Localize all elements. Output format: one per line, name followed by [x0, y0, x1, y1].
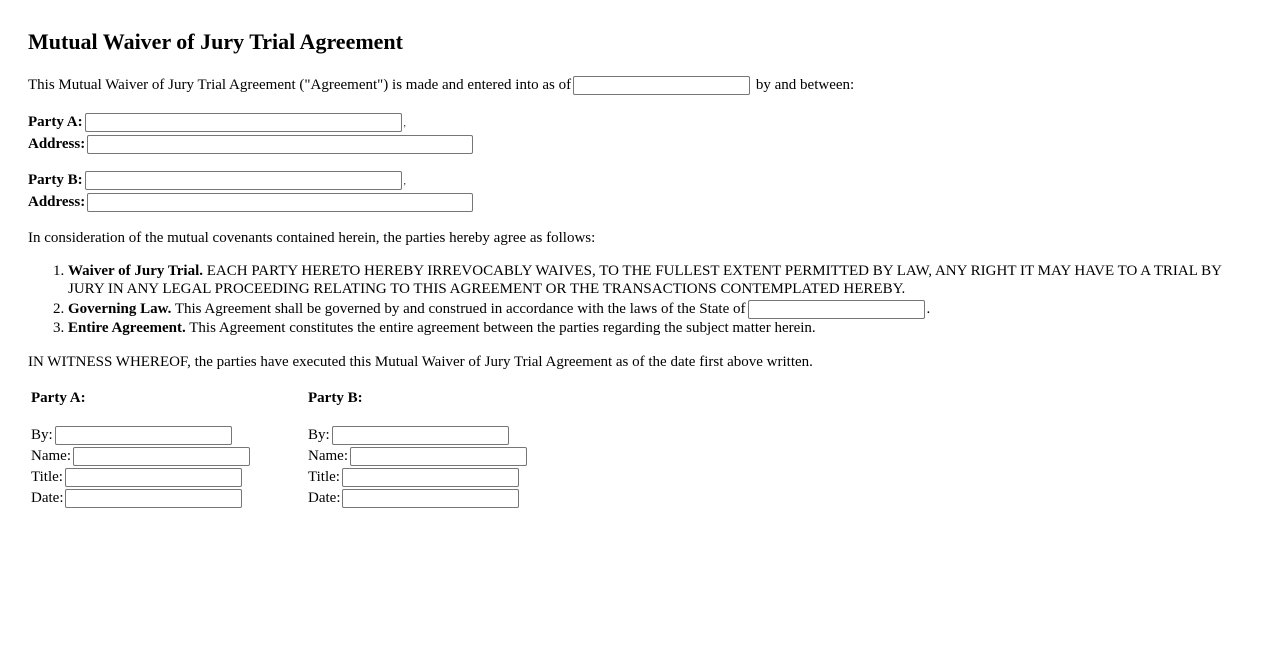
party-b-signer-name-input[interactable]	[350, 447, 527, 466]
party-b-block	[28, 170, 475, 213]
term-governing-law-end: .	[926, 301, 931, 317]
party-a-title-input[interactable]	[65, 468, 242, 487]
party-a-by-input[interactable]	[55, 426, 232, 445]
party-a-row	[28, 112, 475, 134]
signature-party-b-name-row	[308, 446, 568, 467]
signature-party-a-by-row	[31, 425, 291, 446]
signature-block-party-b	[308, 388, 568, 509]
party-a-address-input[interactable]	[87, 135, 473, 154]
signature-name-label: Name:	[31, 448, 71, 464]
party-b-address-label: Address:	[28, 194, 86, 210]
party-b-title-input[interactable]	[342, 468, 519, 487]
party-b-address-row	[28, 192, 475, 213]
signature-party-a-title-row	[31, 467, 291, 488]
party-a-label: Party A:	[28, 114, 83, 130]
signature-title-label: Title:	[308, 469, 340, 485]
term-entire-agreement-heading: Entire Agreement.	[68, 320, 186, 337]
party-b-name-input[interactable]	[85, 171, 402, 190]
page-title: Mutual Waiver of Jury Trial Agreement	[28, 29, 403, 54]
term-entire-agreement-text: This Agreement constitutes the entire agreement between the parties regarding the subject matter herein.	[189, 320, 816, 337]
party-a-date-input[interactable]	[65, 489, 242, 508]
party-b-comma: ,	[403, 176, 406, 186]
intro-text-after: by and between:	[755, 77, 855, 93]
signature-party-a-date-row	[31, 488, 291, 509]
party-a-block	[28, 112, 475, 155]
signature-name-label: Name:	[308, 448, 348, 464]
signature-by-label: By:	[31, 427, 53, 443]
signature-party-b-heading: Party B:	[308, 390, 363, 406]
term-governing-law-heading: Governing Law.	[68, 301, 172, 317]
consideration-paragraph: In consideration of the mutual covenants contained herein, the parties hereby agree as follows:	[28, 230, 596, 246]
signature-party-a-heading: Party A:	[31, 390, 86, 406]
term-governing-law-text: This Agreement shall be governed by and construed in accordance with the laws of the State of	[174, 301, 746, 317]
signature-party-a-name-row	[31, 446, 291, 467]
terms-list	[28, 262, 1228, 339]
signature-date-label: Date:	[308, 490, 341, 506]
party-a-signer-name-input[interactable]	[73, 447, 250, 466]
signature-party-b-title-row	[308, 467, 568, 488]
party-b-address-input[interactable]	[87, 193, 473, 212]
signature-by-label: By:	[308, 427, 330, 443]
term-entire-agreement	[68, 319, 1228, 337]
party-b-label: Party B:	[28, 172, 83, 188]
party-a-address-label: Address:	[28, 136, 86, 152]
intro-paragraph	[28, 75, 854, 95]
party-a-comma: ,	[403, 118, 406, 128]
party-a-name-input[interactable]	[85, 113, 402, 132]
party-b-row	[28, 170, 475, 192]
term-governing-law	[68, 300, 1228, 319]
term-waiver-heading: Waiver of Jury Trial.	[68, 263, 203, 279]
party-a-address-row	[28, 134, 475, 155]
party-b-date-input[interactable]	[342, 489, 519, 508]
signature-block-party-a	[31, 388, 291, 509]
signature-party-b-date-row	[308, 488, 568, 509]
term-waiver	[68, 262, 1228, 298]
signature-title-label: Title:	[31, 469, 63, 485]
term-waiver-text: EACH PARTY HERETO HEREBY IRREVOCABLY WAIVES, TO THE FULLEST EXTENT PERMITTED BY LAW, ANY RIGHT IT MAY HAVE TO A TRIAL BY JURY IN ANY LEGAL PROCEEDING RELATING TO THIS AGREEMENT OR THE TRANSACTIONS CONTEMPLATED HEREBY.	[68, 263, 1222, 297]
witness-paragraph: IN WITNESS WHEREOF, the parties have executed this Mutual Waiver of Jury Trial Agreement as of the date first above written.	[28, 354, 813, 370]
governing-state-input[interactable]	[748, 300, 925, 319]
party-b-by-input[interactable]	[332, 426, 509, 445]
agreement-date-input[interactable]	[573, 76, 750, 95]
intro-text: This Mutual Waiver of Jury Trial Agreement ("Agreement") is made and entered into as of	[28, 77, 572, 93]
signature-party-b-by-row	[308, 425, 568, 446]
signature-date-label: Date:	[31, 490, 64, 506]
